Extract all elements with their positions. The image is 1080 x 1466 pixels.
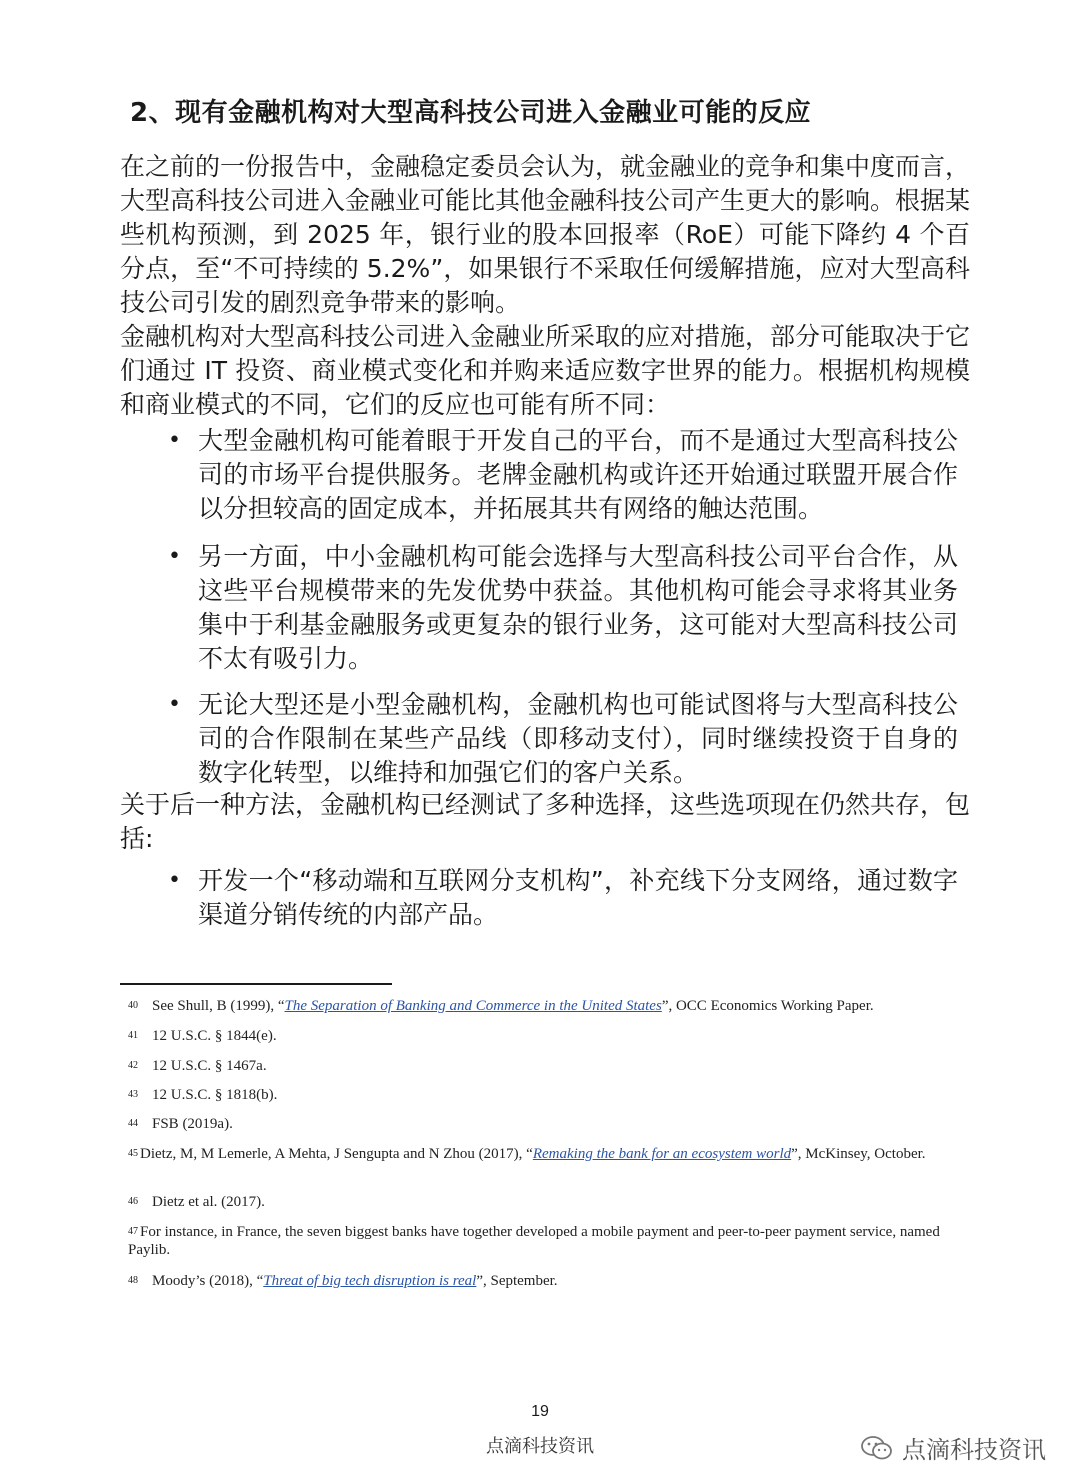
list-item-text: 大型金融机构可能着眼于开发自己的平台，而不是通过大型高科技公司的市场平台提供服务。老牌金融机构或许还开始通过联盟开展合作以分担较高的固定成本，并拓展其共有网络的触达范围。 — [198, 426, 958, 523]
footnote-text: 12 U.S.C. § 1818(b). — [152, 1087, 278, 1103]
footnote-45 — [128, 1145, 948, 1163]
list-item-text: 无论大型还是小型金融机构，金融机构也可能试图将与大型高科技公司的合作限制在某些产品线（即移动支付），同时继续投资于自身的数字化转型，以维持和加强它们的客户关系。 — [198, 690, 958, 787]
footnote-41 — [128, 1027, 948, 1045]
footnote-text: Dietz, M, M Lemerle, A Mehta, J Sengupta and N Zhou (2017), “ — [140, 1146, 533, 1162]
list-item-text: 另一方面，中小金融机构可能会选择与大型高科技公司平台合作，从这些平台规模带来的先发优势中获益。其他机构可能会寻求将其业务集中于利基金融服务或更复杂的银行业务，这可能对大型高科技公司不太有吸引力。 — [198, 542, 958, 673]
footnote-42 — [128, 1057, 948, 1075]
footnote-number: 40 — [128, 1000, 138, 1011]
footnote-number: 44 — [128, 1118, 138, 1129]
footnote-number: 41 — [128, 1030, 138, 1041]
bullet-marker: • — [168, 868, 181, 893]
footnote-46 — [128, 1193, 948, 1211]
footnote-48 — [128, 1272, 948, 1290]
wechat-icon — [860, 1435, 894, 1461]
page-number: 19 — [531, 1403, 549, 1420]
footnote-text: ”, McKinsey, October. — [791, 1146, 926, 1162]
footnote-text: FSB (2019a). — [152, 1116, 233, 1132]
paragraph-1: 在之前的一份报告中，金融稳定委员会认为，就金融业的竞争和集中度而言，大型高科技公司进入金融业可能比其他金融科技公司产生更大的影响。根据某些机构预测，到 2025 年，银行业的股本回报率（RoE）可能下降约 4 个百分点，至“不可持续的 5.2%”，如果银行不采取任何缓解措施，应对大型高科技公司引发的剧烈竞争带来的影响。 — [120, 152, 971, 317]
footnote-link[interactable]: The Separation of Banking and Commerce in the United States — [284, 998, 662, 1014]
wechat-watermark — [860, 1430, 1046, 1465]
footnote-text: Dietz et al. (2017). — [152, 1194, 265, 1210]
footnote-text: ”, September. — [476, 1273, 558, 1289]
footnote-number: 45 — [128, 1148, 138, 1159]
footnote-number: 46 — [128, 1196, 138, 1207]
bullet-marker: • — [168, 692, 181, 717]
section-heading: 2、现有金融机构对大型高科技公司进入金融业可能的反应 — [130, 98, 812, 128]
footnote-number: 42 — [128, 1060, 138, 1071]
footnote-text: Moody’s (2018), “ — [152, 1273, 264, 1289]
footnote-40 — [128, 997, 948, 1015]
footnote-43 — [128, 1086, 948, 1104]
footnote-text: For instance, in France, the seven biggest banks have together developed a mobile payment and peer-to-peer payment service, named Paylib. — [128, 1224, 940, 1258]
footnote-text: ”, OCC Economics Working Paper. — [661, 998, 874, 1014]
bullet-marker: • — [168, 544, 181, 569]
footnote-number: 43 — [128, 1089, 138, 1100]
footnote-text: 12 U.S.C. § 1844(e). — [152, 1028, 277, 1044]
bullet-marker: • — [168, 428, 181, 453]
footer-source: 点滴科技资讯 — [486, 1436, 594, 1457]
footnote-44 — [128, 1115, 948, 1133]
footnote-text: 12 U.S.C. § 1467a. — [152, 1058, 267, 1074]
footnote-text: See Shull, B (1999), “ — [152, 998, 285, 1014]
paragraph-2: 金融机构对大型高科技公司进入金融业所采取的应对措施，部分可能取决于它们通过 IT 投资、商业模式变化和并购来适应数字世界的能力。根据机构规模和商业模式的不同，它们的反应也可能有所不同： — [120, 322, 971, 419]
footnote-number: 48 — [128, 1275, 138, 1286]
list-item-text: 开发一个“移动端和互联网分支机构”，补充线下分支网络，通过数字渠道分销传统的内部产品。 — [198, 866, 958, 929]
footnote-number: 47 — [128, 1226, 138, 1237]
footnote-link[interactable]: Remaking the bank for an ecosystem world — [532, 1146, 792, 1162]
footnote-47 — [128, 1223, 948, 1259]
paragraph-3: 关于后一种方法，金融机构已经测试了多种选择，这些选项现在仍然共存，包括: — [120, 790, 971, 853]
watermark-text: 点滴科技资讯 — [902, 1436, 1046, 1464]
footnote-divider — [120, 983, 392, 985]
footnote-link[interactable]: Threat of big tech disruption is real — [263, 1273, 477, 1289]
